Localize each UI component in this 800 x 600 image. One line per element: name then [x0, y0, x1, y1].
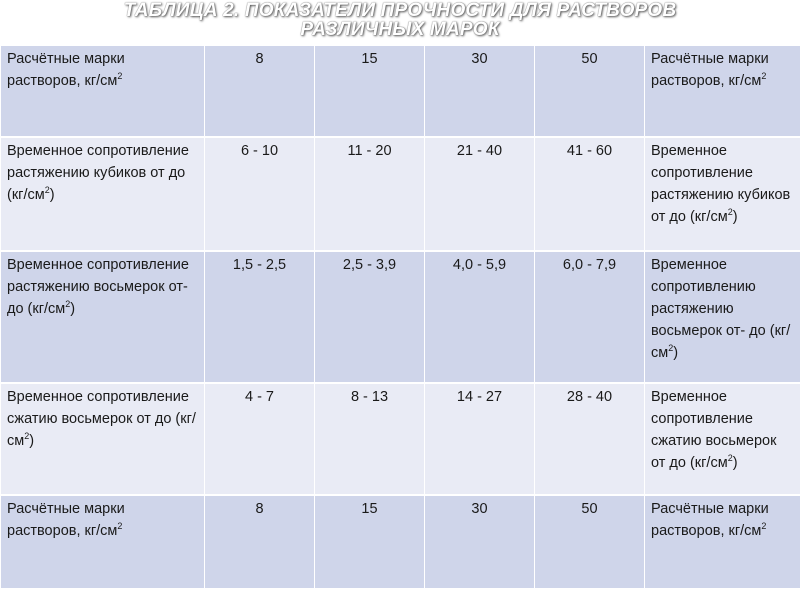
table-row	[1, 251, 800, 383]
table-title	[0, 0, 800, 45]
table-row	[1, 45, 800, 137]
row-label-right: Временное сопротивление растяжению кубиков от до $(кг/см^2)$	[645, 137, 800, 251]
table-cell: 8	[205, 495, 315, 589]
table-cell: 8 - 13	[315, 383, 425, 495]
table-cell: 4 - 7	[205, 383, 315, 495]
table-row	[1, 383, 800, 495]
row-label-left: Расчётные марки растворов, $кг/см^2$	[1, 495, 205, 589]
table-cell: 4,0 - 5,9	[425, 251, 535, 383]
table-cell: 14 - 27	[425, 383, 535, 495]
table-row	[1, 137, 800, 251]
table-cell: 11 - 20	[315, 137, 425, 251]
table-row	[1, 495, 800, 589]
row-label-left: Временное сопротивление растяжению кубиков от до $(кг/см^2)$	[1, 137, 205, 251]
table-cell: 30	[425, 45, 535, 137]
table-title-line-1: ТАБЛИЦА 2. ПОКАЗАТЕЛИ ПРОЧНОСТИ ДЛЯ РАСТВОРОВ	[123, 0, 677, 21]
table-title-line-2: РАЗЛИЧНЫХ МАРОК	[300, 19, 500, 40]
table-cell: 8	[205, 45, 315, 137]
table-cell: 50	[535, 495, 645, 589]
table-cell: 6 - 10	[205, 137, 315, 251]
row-label-left: Расчётные марки растворов, $кг/см^2$	[1, 45, 205, 137]
row-label-left: Временное сопротивление растяжению восьмерок от- до $(кг/см^2)$	[1, 251, 205, 383]
table-cell: 21 - 40	[425, 137, 535, 251]
table-cell: 15	[315, 495, 425, 589]
table-cell: 2,5 - 3,9	[315, 251, 425, 383]
table-cell: 41 - 60	[535, 137, 645, 251]
row-label-right: Расчётные марки растворов, $кг/см^2$	[645, 45, 800, 137]
row-label-right: Временное сопротивлению растяжению восьмерок от- до $(кг/см^2)$	[645, 251, 800, 383]
table-cell: 30	[425, 495, 535, 589]
table-cell: 6,0 - 7,9	[535, 251, 645, 383]
row-label-right: Временное сопротивление сжатию восьмерок от до $(кг/см^2)$	[645, 383, 800, 495]
table-cell: 50	[535, 45, 645, 137]
table-cell: 15	[315, 45, 425, 137]
table-cell: 28 - 40	[535, 383, 645, 495]
row-label-left: Временное сопротивление сжатию восьмерок от до $(кг/см^2)$	[1, 383, 205, 495]
row-label-right: Расчётные марки растворов, $кг/см^2$	[645, 495, 800, 589]
strength-table	[0, 44, 800, 590]
table-cell: 1,5 - 2,5	[205, 251, 315, 383]
